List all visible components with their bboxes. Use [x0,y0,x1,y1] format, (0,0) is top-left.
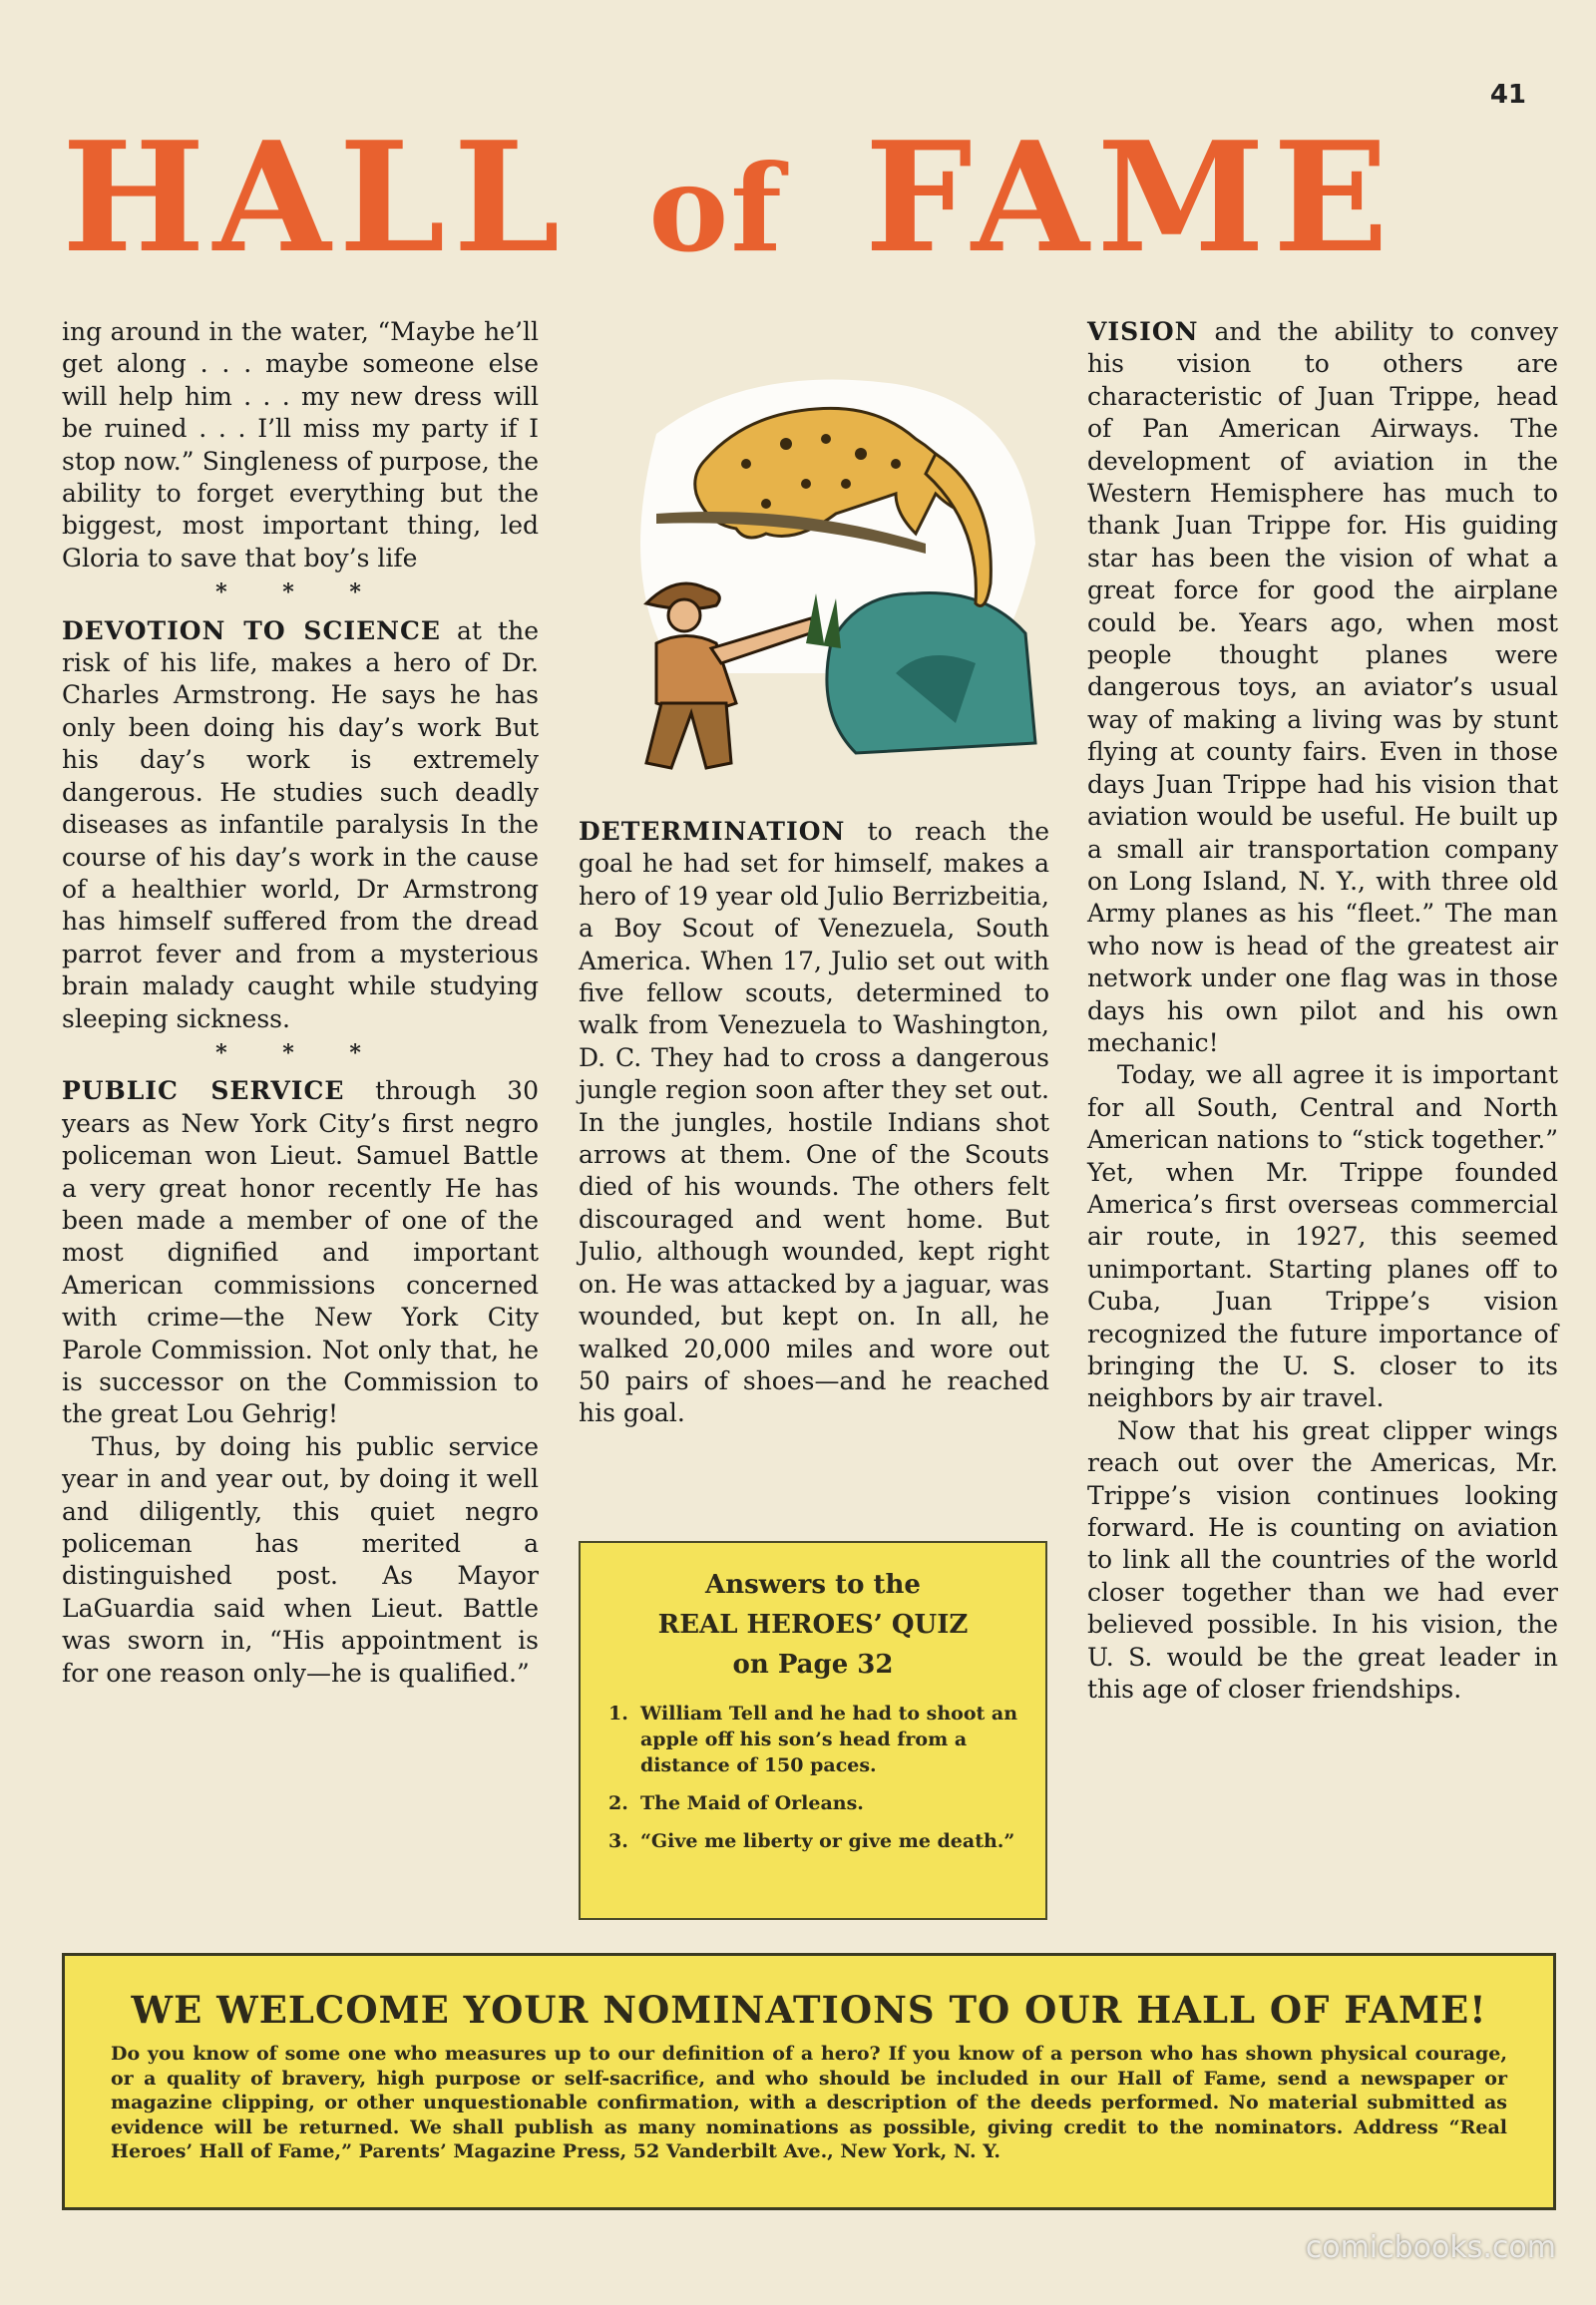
watermark: comicbooks.com [1305,2230,1556,2265]
public-service-paragraph [62,1075,539,1430]
quiz-title-line3: on Page 32 [732,1650,894,1680]
public-service-text: through 30 years as New York City’s first negro policeman won Lieut. Samuel Battle a very great honor recently He has been made a member of one of the most dignified and important American commissions concerned with crime—the New York City Parole Commission. Not only that, he is successor on the Commission to the great Lou Gehrig! [62,1076,539,1429]
nominations-title: WE WELCOME YOUR NOMINATIONS TO OUR HALL OF FAME! [131,1988,1487,2032]
quiz-answer-number: 2. [608,1792,628,1814]
nominations-box [62,1953,1556,2210]
right-column [1087,316,1558,1706]
quiz-answer-text: William Tell and he had to shoot an apple off his son’s head from a distance of 150 paces. [640,1703,1018,1776]
devotion-text: at the risk of his life, makes a hero of Dr. Charles Armstrong. He says he has only been doing his day’s work But his day’s work is extremely dangerous. He studies such deadly diseases as infantile paralysis In the course of his day’s work in the cause of a healthier world, Dr Armstrong has himself suffered from the dread parrot fever and from a mysterious brain malady caught while studying sleeping sickness. [62,615,539,1033]
scout-legs [646,703,731,768]
vision-paragraph-3: Now that his great clipper wings reach out over the Americas, Mr. Trippe’s vision continues looking forward. He is counting on aviation to link all the countries of the world closer together than we had ever believed possible. In his vision, the U. S. would be the great leader in this age of closer friendships. [1087,1415,1558,1705]
page-number: 41 [1489,80,1526,110]
vision-text: and the ability to convey his vision to others are characteristic of Juan Trippe, head of Pan American Airways. The development of aviation in the Western Hemisphere has much to thank Juan Trippe for. His guiding star has been the vision of what a great force for good the airplane could be. Years ago, when most people thought planes were dangerous toys, an aviator’s usual way of making a living was by stunt flying at county fairs. Even in those days Juan Trippe had his vision that aviation would be useful. He built up a small air transportation company on Long Island, N. Y., with three old Army planes as his “fleet.” The man who now is head of the greatest air network under one flag was in those days his own pilot and his own mechanic! [1087,317,1558,1057]
quiz-answers-box [579,1541,1047,1920]
scout-jaguar-illustration [597,344,1045,783]
page-title [62,108,1396,286]
public-service-lead: PUBLIC SERVICE [62,1076,345,1106]
quiz-answer-number: 3. [608,1830,628,1852]
quiz-answer-item [608,1790,1019,1816]
gloria-paragraph: ing around in the water, “Maybe he’ll get along . . . maybe someone else will help him . . . my new dress will be ruined . . . I’ll miss my party if I stop now.” Singleness of purpose, the ability to forget everything but the biggest, most important thing, led Gloria to save that boy’s life [62,317,539,573]
quiz-answer-text: The Maid of Orleans. [640,1792,864,1814]
nominations-body: Do you know of some one who measures up to our definition of a hero? If you know of a person who has shown physical courage, or a quality of bravery, high purpose or self-sacrifice, and who should be included in our Hall of Fame, send a newspaper or magazine clipping, or other unquestionable confirmation, with a description of the deeds performed. No material submitted as evidence will be returned. We shall publish as many nominations as possible, giving credit to the nominators. Address “Real Heroes’ Hall of Fame,” Parents’ Magazine Press, 52 Vanderbilt Ave., New York, N. Y. [111,2043,1507,2162]
middle-column [579,816,1049,1430]
title-word-fame: FAME [864,108,1396,286]
section-separator: * * * [215,1039,385,1066]
quiz-answer-text: “Give me liberty or give me death.” [640,1830,1015,1852]
left-column [62,316,539,1690]
vision-paragraph [1087,316,1558,1059]
determination-lead: DETERMINATION [579,817,846,846]
quiz-title-line1: Answers to the [705,1570,921,1600]
quiz-title [581,1543,1045,1685]
title-word-hall: HALL [62,108,569,286]
public-service-paragraph-2: Thus, by doing his public service year in and year out, by doing it well and diligently, this quiet negro policeman has merited a distinguished post. As Mayor LaGuardia said when Lieut. Battle was sworn in, “His appointment is for one reason only—he is qualified.” [62,1431,539,1688]
vision-paragraph-2: Today, we all agree it is important for all South, Central and North American nations to “stick together.” Yet, when Mr. Trippe founded America’s first overseas commercial air route, in 1927, this seemed unimportant. Starting planes off to Cuba, Juan Trippe’s vision recognized the future importance of bringing the U. S. closer to its neighbors by air travel. [1087,1060,1558,1413]
determination-text: to reach the goal he had set for himself, makes a hero of 19 year old Julio Berrizbeitia, a Boy Scout of Venezuela, South America. When 17, Julio set out with five fellow scouts, determined to walk from Venezuela to Washington, D. C. They had to cross a dangerous jungle region soon after they set out. In the jungles, hostile Indians shot arrows at them. One of the Scouts died of his wounds. The others felt discouraged and went home. But Julio, although wounded, kept right on. He was attacked by a jaguar, was wounded, but kept on. In all, he walked 20,000 miles and wore out 50 pairs of shoes—and he reached his goal. [579,817,1049,1428]
devotion-lead: DEVOTION TO SCIENCE [62,615,441,645]
devotion-paragraph [62,615,539,1035]
quiz-answer-item [608,1828,1019,1854]
quiz-answer-number: 1. [608,1703,628,1725]
quiz-title-line2: REAL HEROES’ QUIZ [657,1610,969,1640]
determination-paragraph [579,816,1049,1430]
vision-lead: VISION [1087,317,1199,346]
section-separator: * * * [215,579,385,606]
title-word-of: of [648,139,784,279]
scout-head [668,599,700,631]
quiz-answer-item [608,1701,1019,1778]
quiz-answer-list [608,1701,1019,1854]
